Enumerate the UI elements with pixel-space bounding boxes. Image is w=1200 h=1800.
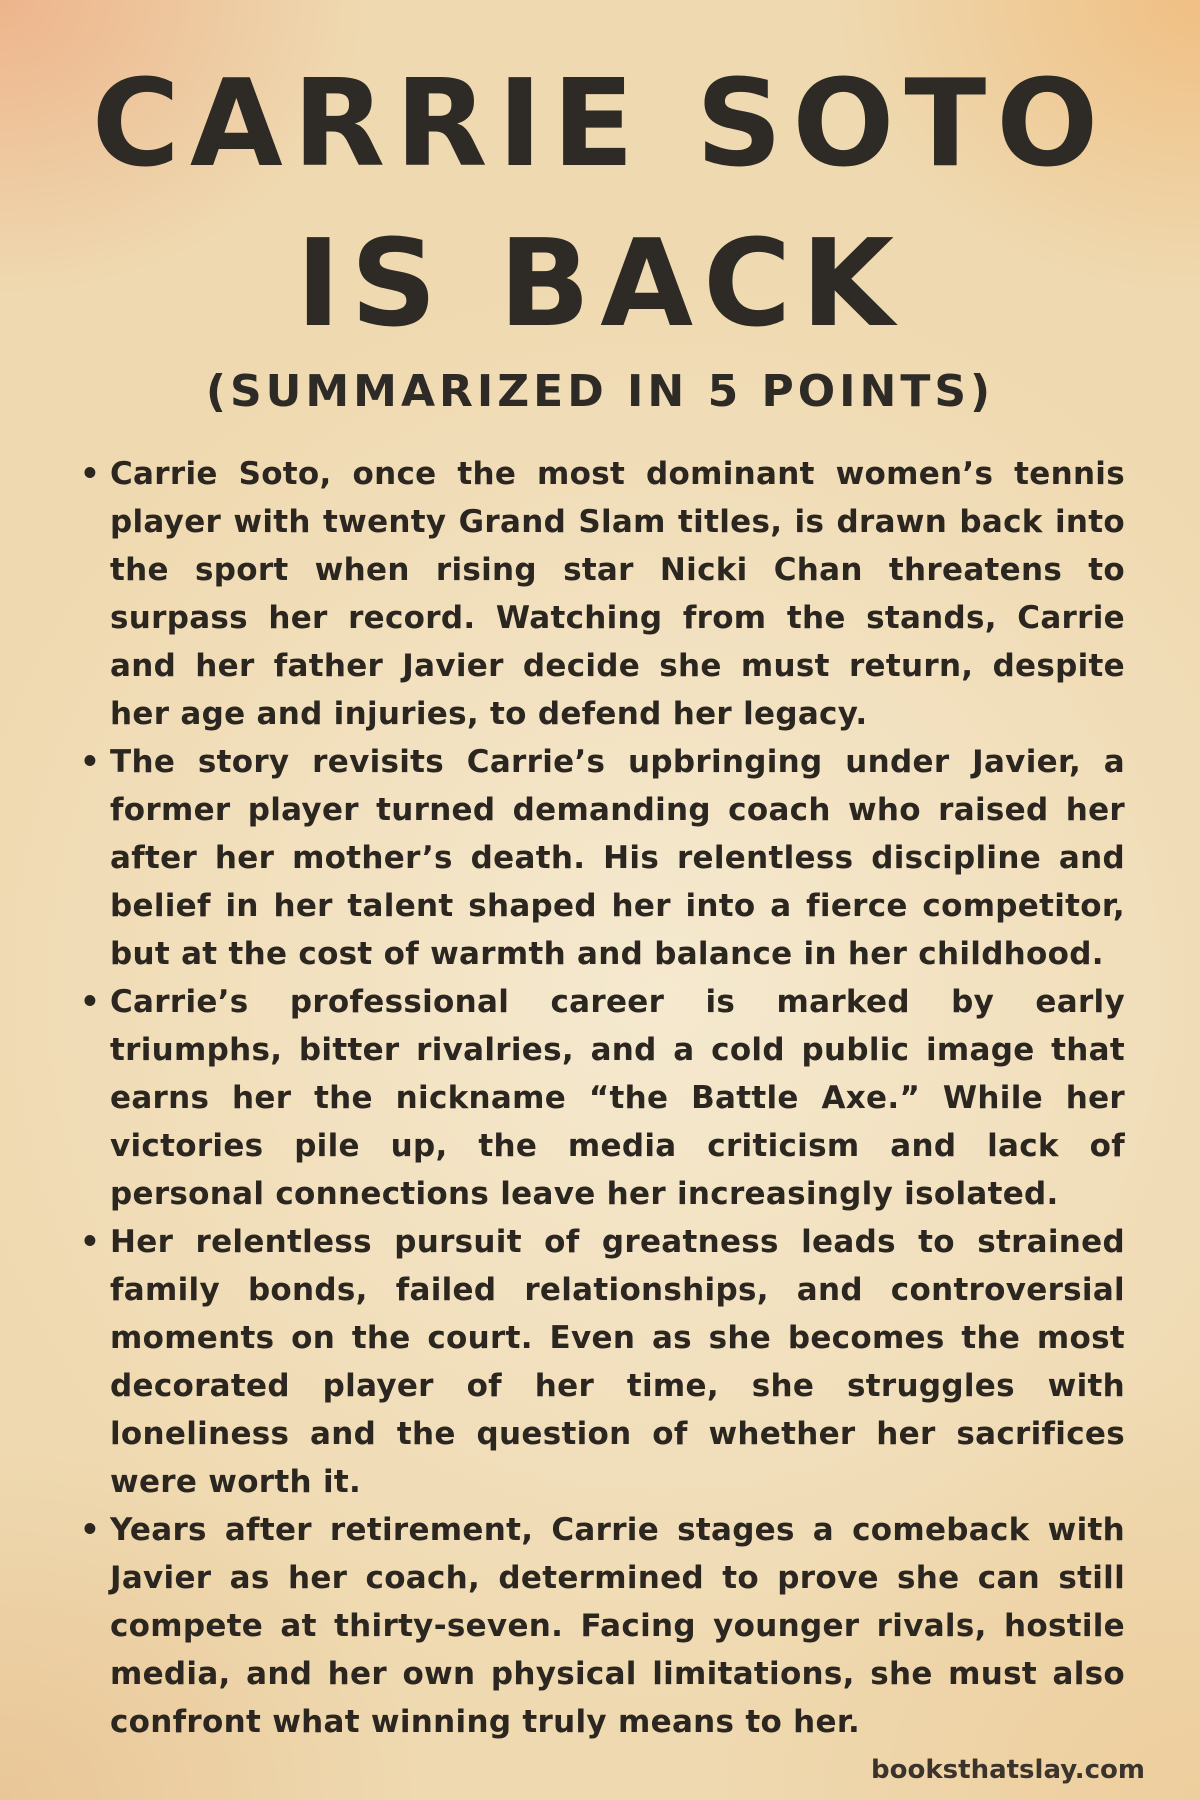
- bullet-icon: •: [80, 984, 101, 1020]
- summary-point-5: [80, 1506, 1125, 1746]
- bullet-icon: •: [80, 1224, 101, 1260]
- site-watermark: booksthatslay.com: [871, 1755, 1145, 1785]
- summary-point-3: [80, 978, 1125, 1218]
- bullet-icon: •: [80, 1512, 101, 1548]
- summary-points-list: [80, 450, 1125, 1746]
- page-title-line-1: CARRIE SOTO: [91, 55, 1109, 194]
- summary-point-text: Carrie Soto, once the most dominant women’s tennis player with twenty Grand Slam titles, is drawn back into the sport when rising star Nicki Chan threatens to surpass her record. Watching from the stands, Carrie and her father Javier decide she must return, despite her age and injuries, to defend her legacy.: [110, 456, 1125, 732]
- summary-point-text: Years after retirement, Carrie stages a comeback with Javier as her coach, determined to prove she can still compete at thirty-seven. Facing younger rivals, hostile media, and her own physical limitations, she must also confront what winning truly means to her.: [110, 1512, 1125, 1740]
- summary-point-text: Her relentless pursuit of greatness leads to strained family bonds, failed relationships, and controversial moments on the court. Even as she becomes the most decorated player of her time, she struggles with loneliness and the question of whether her sacrifices were worth it.: [110, 1224, 1125, 1500]
- bullet-icon: •: [80, 456, 101, 492]
- summary-point-text: The story revisits Carrie’s upbringing under Javier, a former player turned demanding coach who raised her after her mother’s death. His relentless discipline and belief in her talent shaped her into a fierce competitor, but at the cost of warmth and balance in her childhood.: [110, 744, 1125, 972]
- bullet-icon: •: [80, 744, 101, 780]
- summary-point-2: [80, 738, 1125, 978]
- summary-point-text: Carrie’s professional career is marked by early triumphs, bitter rivalries, and a cold public image that earns her the nickname “the Battle Axe.” While her victories pile up, the media criticism and lack of personal connections leave her increasingly isolated.: [110, 984, 1125, 1212]
- summary-point-4: [80, 1218, 1125, 1506]
- summary-point-1: [80, 450, 1125, 738]
- page-subtitle: (SUMMARIZED IN 5 POINTS): [205, 366, 995, 417]
- page-title-line-2: IS BACK: [295, 215, 905, 354]
